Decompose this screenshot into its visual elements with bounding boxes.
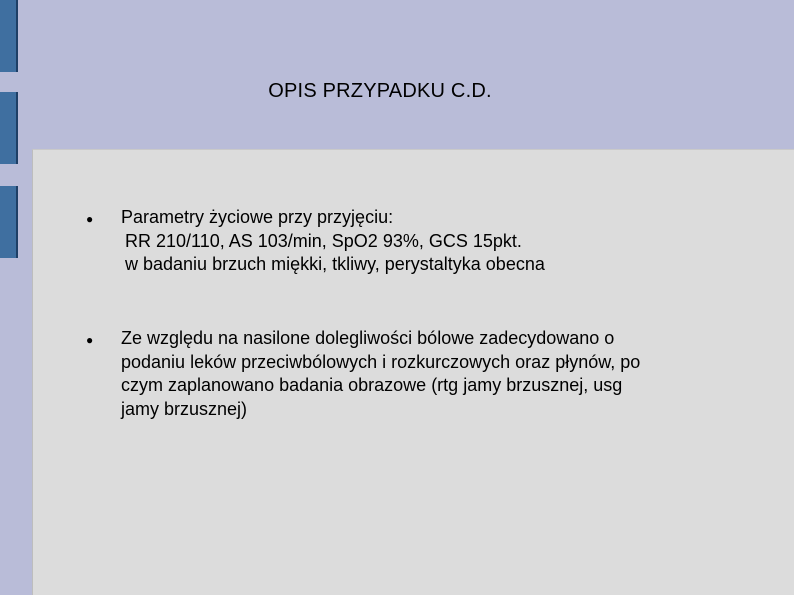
slide-title: OPIS PRZYPADKU C.D. xyxy=(268,80,492,102)
decor-bar-bottom xyxy=(0,186,18,258)
bullet-text xyxy=(121,327,721,421)
bullet-dot-icon: ● xyxy=(86,333,94,347)
bullet-dot-icon: ● xyxy=(86,212,94,226)
bullet-line: podaniu leków przeciwbólowych i rozkurczowych oraz płynów, po xyxy=(121,351,641,372)
bullet-line: RR 210/110, AS 103/min, SpO2 93%, GCS 15pkt. xyxy=(125,230,522,251)
bullet-line: jamy brzusznej) xyxy=(121,398,248,419)
bullet-line: w badaniu brzuch miękki, tkliwy, perystaltyka obecna xyxy=(125,254,545,274)
decor-bar-top xyxy=(0,0,18,72)
bullet-line: czym zaplanowano badania obrazowe (rtg jamy brzusznej, usg xyxy=(121,375,623,395)
content-panel xyxy=(32,149,794,595)
bullet-line: Ze względu na nasilone dolegliwości bólowe zadecydowano o xyxy=(121,328,615,348)
bullet-text xyxy=(121,206,721,277)
bullet-line: Parametry życiowe przy przyjęciu: xyxy=(121,207,394,227)
